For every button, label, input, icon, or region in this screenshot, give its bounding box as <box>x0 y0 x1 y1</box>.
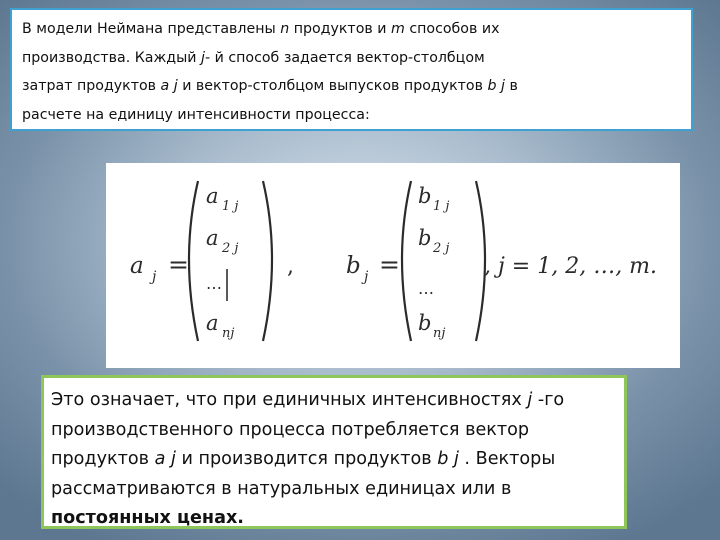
a-entry-4 <box>206 311 234 341</box>
conclusion-text: Это означает, что при единичных интенсивностях <box>51 390 528 410</box>
b-left-paren <box>402 181 411 341</box>
conclusion-text: продуктов <box>51 449 155 469</box>
conclusion-text: рассматриваются в натуральных единицах или в <box>51 478 512 499</box>
a-entry-subscript: 1 j <box>222 199 239 214</box>
a-entry-1 <box>206 184 238 214</box>
intro-text: затрат продуктов <box>22 78 161 94</box>
conclusion-line-2 <box>51 416 624 446</box>
intro-line-1 <box>22 15 691 44</box>
variable-aj: a j <box>154 449 176 469</box>
equals-sign-a: = <box>168 250 189 279</box>
intro-text: и вектор-столбцом выпусков продуктов <box>177 78 488 94</box>
conclusion-text: . Векторы <box>458 449 556 469</box>
index-range: , j = 1, 2, …, m. <box>484 254 658 279</box>
intro-text: продуктов и <box>289 21 391 37</box>
b-entry-ellipsis: … <box>418 279 434 298</box>
variable-bj: b j <box>487 78 505 94</box>
a-entry-base: a <box>206 311 219 335</box>
variable-j: j <box>527 390 533 410</box>
b-entry-4 <box>418 311 445 341</box>
equals-sign-b: = <box>379 250 400 279</box>
variable-bj: b j <box>437 449 459 469</box>
a-entry-subscript: 2 j <box>222 241 239 256</box>
b-entry-2 <box>418 226 449 256</box>
a-entry-ellipsis: … <box>206 274 222 293</box>
intro-text-box <box>10 8 693 131</box>
conclusion-text: -го <box>532 390 565 410</box>
intro-text: й способ задается вектор-столбцом <box>210 49 485 66</box>
intro-text: производства. Каждый <box>22 49 202 66</box>
b-vector-subscript: j <box>364 269 369 285</box>
a-entry-3 <box>206 274 222 293</box>
b-entry-3 <box>418 279 434 298</box>
a-entry-subscript: nj <box>222 326 235 341</box>
b-vector-label: b <box>346 253 361 279</box>
intro-line-2 <box>22 44 691 73</box>
intro-line-3 <box>22 72 691 101</box>
variable-aj: a j <box>160 78 178 94</box>
b-entry-base: b <box>418 226 432 250</box>
conclusion-text: постоянных ценах. <box>51 508 244 528</box>
conclusion-line-4 <box>51 475 624 505</box>
conclusion-text-box <box>41 375 627 529</box>
conclusion-line-1 <box>51 386 624 416</box>
b-entry-subscript: 1 j <box>433 199 450 214</box>
comma: , <box>287 254 294 279</box>
variable-j: j- <box>201 49 211 66</box>
intro-text: расчете на единицу интенсивности процесса: <box>22 106 370 123</box>
variable-m: m <box>390 21 405 37</box>
conclusion-line-3 <box>51 445 624 475</box>
intro-text: способов их <box>404 21 500 37</box>
intro-text: В модели Неймана представлены <box>22 21 281 37</box>
formula-image <box>106 163 680 368</box>
b-entry-base: b <box>418 184 432 208</box>
b-entry-1 <box>418 184 449 214</box>
vector-formula <box>106 163 680 368</box>
conclusion-text: производственного процесса потребляется вектор <box>51 419 530 440</box>
b-entry-subscript: 2 j <box>433 241 450 256</box>
conclusion-line-5 <box>51 504 624 534</box>
a-entry-base: a <box>206 184 219 208</box>
intro-line-4 <box>22 101 691 130</box>
a-left-paren <box>189 181 198 341</box>
a-right-paren <box>263 181 272 341</box>
variable-n: n <box>280 21 290 37</box>
a-entry-base: a <box>206 226 219 250</box>
conclusion-text: и производится продуктов <box>175 449 438 469</box>
b-entry-subscript: nj <box>433 326 446 341</box>
intro-text: в <box>504 78 518 94</box>
a-entry-2 <box>206 226 238 256</box>
b-entry-base: b <box>418 311 432 335</box>
a-vector-subscript: j <box>152 269 157 285</box>
a-vector-label: a <box>130 253 144 279</box>
